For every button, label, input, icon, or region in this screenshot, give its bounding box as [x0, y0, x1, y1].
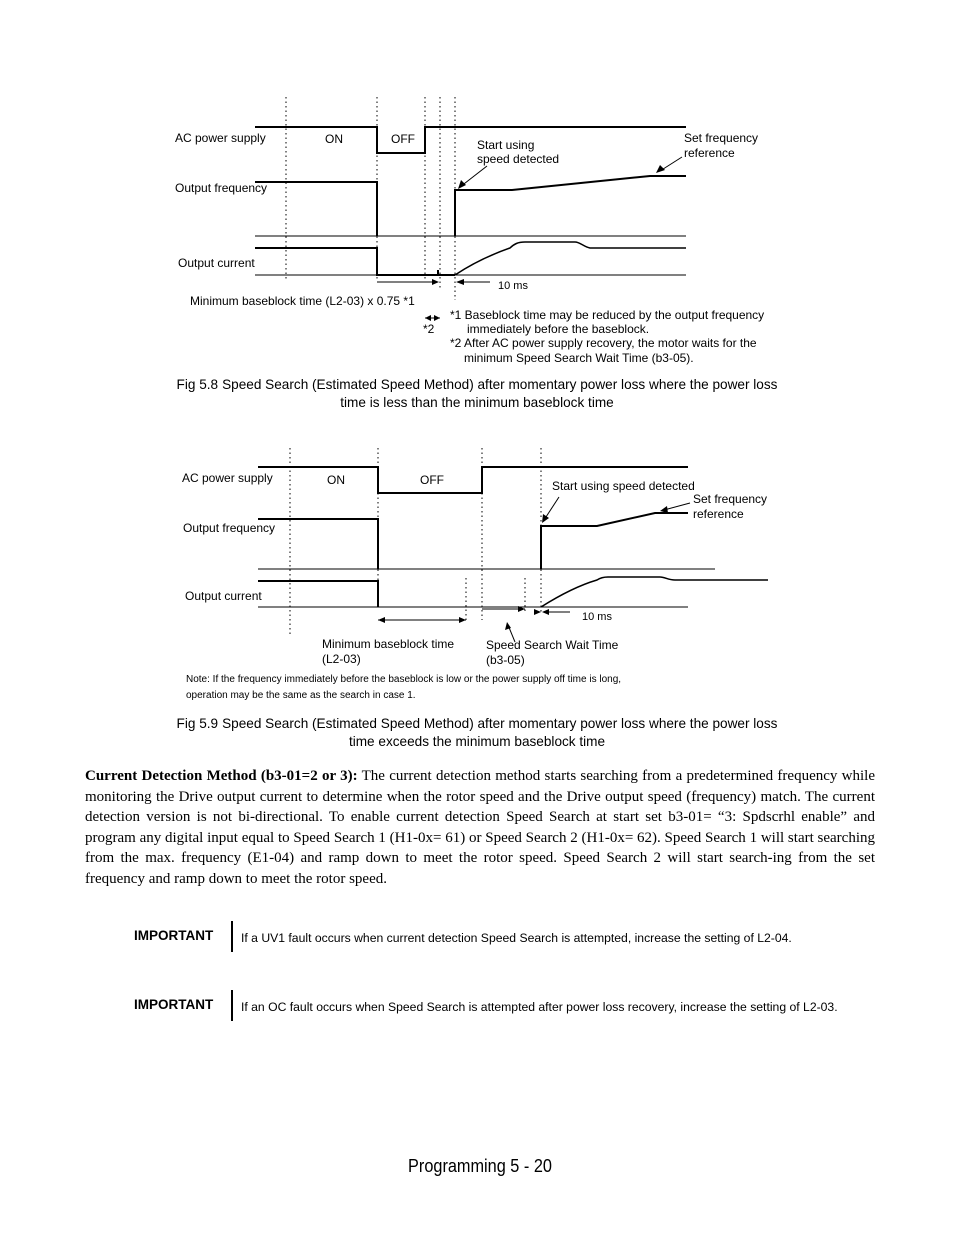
ten-ms-label: 10 ms: [582, 611, 612, 623]
ac-power-label: AC power supply: [175, 131, 266, 145]
set-frequency-label: Set frequency: [693, 492, 768, 506]
note1a: *1 Baseblock time may be reduced by the output frequency: [450, 308, 765, 322]
ac-power-label: AC power supply: [182, 471, 273, 485]
note-line2: operation may be the same as the search in case 1.: [186, 690, 416, 701]
fig-5-9-caption: [100, 715, 854, 751]
paragraph-text: The current detection method starts searching from a predetermined frequency while monitoring the Drive output current to determine when the rotor speed and the Drive output speed (frequency) match. The current detection version is not bi-directional. To enable current detection Speed Search at start set b3-01= “3: Spdscrhl enable” and program any digital input equal to Speed Search 1 (H1-0x= 61) or Speed Search 2 (H1-0x= 62). Speed Search 1 will start searching from the max. frequency (E1-04) and ramp down to meet the rotor speed. Speed Search 2 will start search-ing from the set frequency and ramp down to meet the rotor speed.: [85, 768, 875, 887]
fig-5-8-number: Fig 5.8: [176, 377, 219, 392]
important-divider-2: [231, 990, 233, 1021]
important-divider-1: [231, 921, 233, 952]
output-frequency-label: Output frequency: [175, 181, 268, 195]
start-using-label: Start using: [477, 138, 535, 152]
paragraph-heading: Current Detection Method (b3-01=2 or 3):: [85, 768, 358, 784]
current-detection-paragraph: [85, 766, 875, 890]
min-baseblock-label: Minimum baseblock time: [322, 637, 455, 651]
note2a: *2 After AC power supply recovery, the motor waits for the: [450, 336, 757, 350]
important-label-2: IMPORTANT: [134, 997, 214, 1012]
start-using-label: Start using speed detected: [552, 479, 695, 493]
fig-5-8-caption-line2: time is less than the minimum baseblock time: [340, 395, 614, 410]
min-baseblock-label: Minimum baseblock time (L2-03) x 0.75 *1: [190, 294, 415, 308]
reference-label: reference: [684, 146, 735, 160]
star2-label: *2: [423, 322, 435, 336]
note1b: immediately before the baseblock.: [467, 322, 650, 336]
speed-detected-label: speed detected: [477, 152, 560, 166]
on-label: ON: [327, 473, 345, 487]
fig-5-9-caption-line2: time exceeds the minimum baseblock time: [348, 734, 606, 749]
fig-5-9-number: Fig 5.9: [176, 716, 219, 731]
on-label: ON: [325, 132, 343, 146]
fig-5-9-caption-line1: Speed Search (Estimated Speed Method) after momentary power loss where the power loss: [222, 716, 778, 731]
reference-label: reference: [693, 507, 744, 521]
important-text-1: If a UV1 fault occurs when current detection Speed Search is attempted, increase the setting of L2-04.: [241, 931, 792, 945]
output-current-label: Output current: [185, 589, 262, 603]
note2b: minimum Speed Search Wait Time (b3-05).: [464, 351, 694, 365]
wait-time-label: Speed Search Wait Time: [486, 638, 619, 652]
wait-time-code: (b3-05): [486, 653, 525, 667]
fig-5-8-caption-line1: Speed Search (Estimated Speed Method) after momentary power loss where the power loss: [222, 377, 778, 392]
output-current-label: Output current: [178, 256, 255, 270]
min-baseblock-code: (L2-03): [322, 652, 361, 666]
off-label: OFF: [391, 132, 415, 146]
important-text-2: If an OC fault occurs when Speed Search is attempted after power loss recovery, increase the setting of L2-03.: [241, 1000, 838, 1014]
ten-ms-label: 10 ms: [498, 280, 528, 292]
page-footer: Programming 5 - 20: [408, 1155, 552, 1176]
important-label-1: IMPORTANT: [134, 928, 214, 943]
off-label: OFF: [420, 473, 444, 487]
set-frequency-label: Set frequency: [684, 131, 759, 145]
output-frequency-label: Output frequency: [183, 521, 276, 535]
note-line1: Note: If the frequency immediately before the baseblock is low or the power supply off time is long,: [186, 674, 622, 685]
